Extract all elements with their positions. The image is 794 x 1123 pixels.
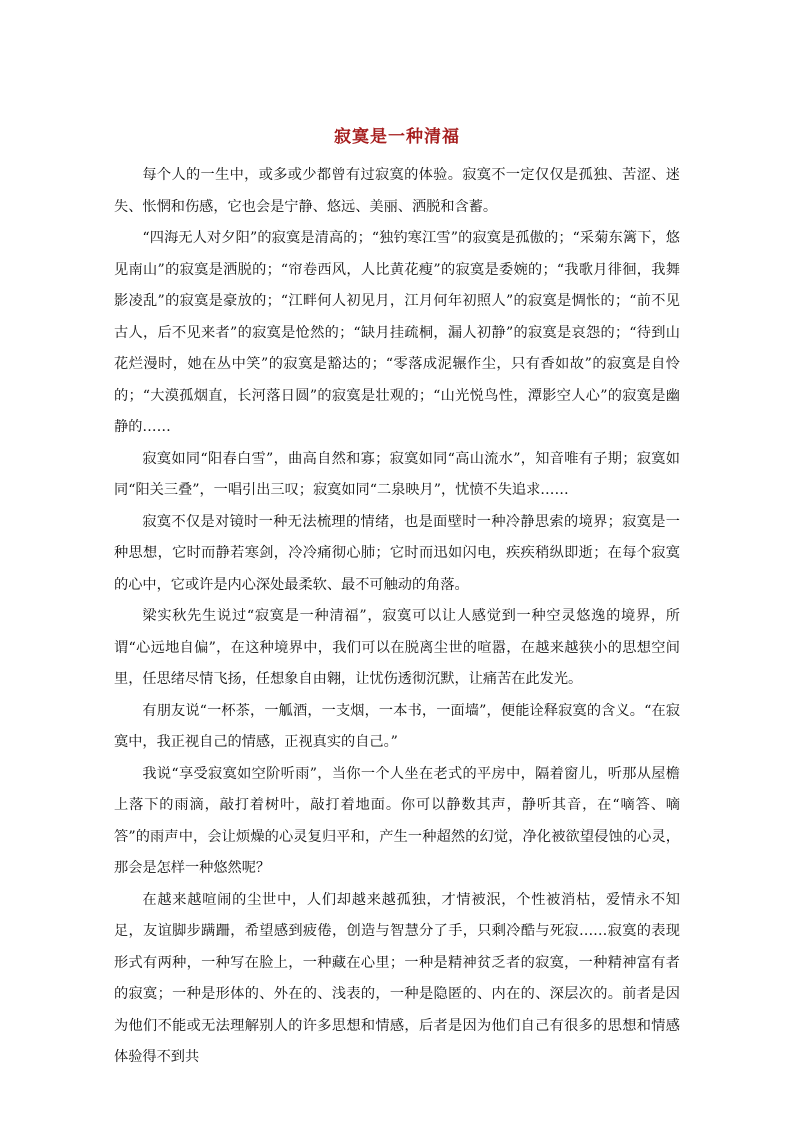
paragraph-5: 梁实秋先生说过“寂寞是一种清福”，寂寞可以让人感觉到一种空灵悠逸的境界，所谓“心远地自偏”，在这种境界中，我们可以在脱离尘世的喧嚣，在越来越狭小的思想空间里，任思绪尽情飞扬，任想象自由翱，让忧伤透彻沉默，让痛苦在此发光。 (114, 608, 680, 687)
paragraph-8: 在越来越喧闹的尘世中，人们却越来越孤独，才情被泯，个性被消枯，爱情永不知足，友谊脚步蹒跚，希望感到疲倦，创造与智慧分了手，只剩冷酷与死寂……寂寞的表现形式有两种，一种写在脸上，一种藏在心里；一种是精神贫乏者的寂寞，一种精神富有者的寂寞；一种是形体的、外在的、浅表的，一种是隐匿的、内在的、深层次的。前者是因为他们不能或无法理解别人的许多思想和情感，后者是因为他们自己有很多的思想和情感体验得不到共 (114, 891, 680, 1065)
document-body (114, 160, 680, 1074)
paragraph-3: 寂寞如同“阳春白雪”，曲高自然和寡；寂寞如同“高山流水”，知音唯有子期；寂寞如同“阳关三叠”，一唱引出三叹；寂寞如同“二泉映月”，忧愤不失追求…… (114, 450, 680, 498)
paragraph-1: 每个人的一生中，或多或少都曾有过寂寞的体验。寂寞不一定仅仅是孤独、苦涩、迷失、怅惘和伤感，它也会是宁静、悠远、美丽、洒脱和含蓄。 (114, 167, 680, 215)
paragraph-2: “四海无人对夕阳”的寂寞是清高的；“独钓寒江雪”的寂寞是孤傲的；“采菊东篱下，悠见南山”的寂寞是洒脱的；“帘卷西风，人比黄花瘦”的寂寞是委婉的；“我歌月徘徊，我舞影凌乱”的寂寞是豪放的；“江畔何人初见月，江月何年初照人”的寂寞是惆怅的；“前不见古人，后不见来者”的寂寞是怆然的；“缺月挂疏桐，漏人初静”的寂寞是哀怨的；“待到山花烂漫时，她在丛中笑”的寂寞是豁达的；“零落成泥辗作尘，只有香如故”的寂寞是自怜的；“大漠孤烟直，长河落日圆”的寂寞是壮观的；“山光悦鸟性，潭影空人心”的寂寞是幽静的…… (114, 230, 680, 435)
paragraph-7: 我说“享受寂寞如空阶听雨”，当你一个人坐在老式的平房中，隔着窗儿，听那从屋檐上落下的雨滴，敲打着树叶，敲打着地面。你可以静数其声，静听其音，在“嘀答、嘀答”的雨声中，会让烦燥的心灵复归平和，产生一种超然的幻觉，净化被欲望侵蚀的心灵，那会是怎样一种悠然呢？ (114, 765, 680, 876)
paragraph-4: 寂寞不仅是对镜时一种无法梳理的情绪，也是面壁时一种冷静思索的境界；寂寞是一种思想，它时而静若寒剑，冷冷痛彻心肺；它时而迅如闪电，疾疾稍纵即逝；在每个寂寞的心中，它或许是内心深处最柔软、最不可触动的角落。 (114, 513, 680, 593)
paragraph-6: 有朋友说“一杯茶，一觚酒，一支烟，一本书，一面墙”，便能诠释寂寞的含义。“在寂寞中，我正视自己的情感，正视真实的自己。” (114, 702, 680, 750)
document-title: 寂寞是一种清福 (334, 127, 460, 147)
